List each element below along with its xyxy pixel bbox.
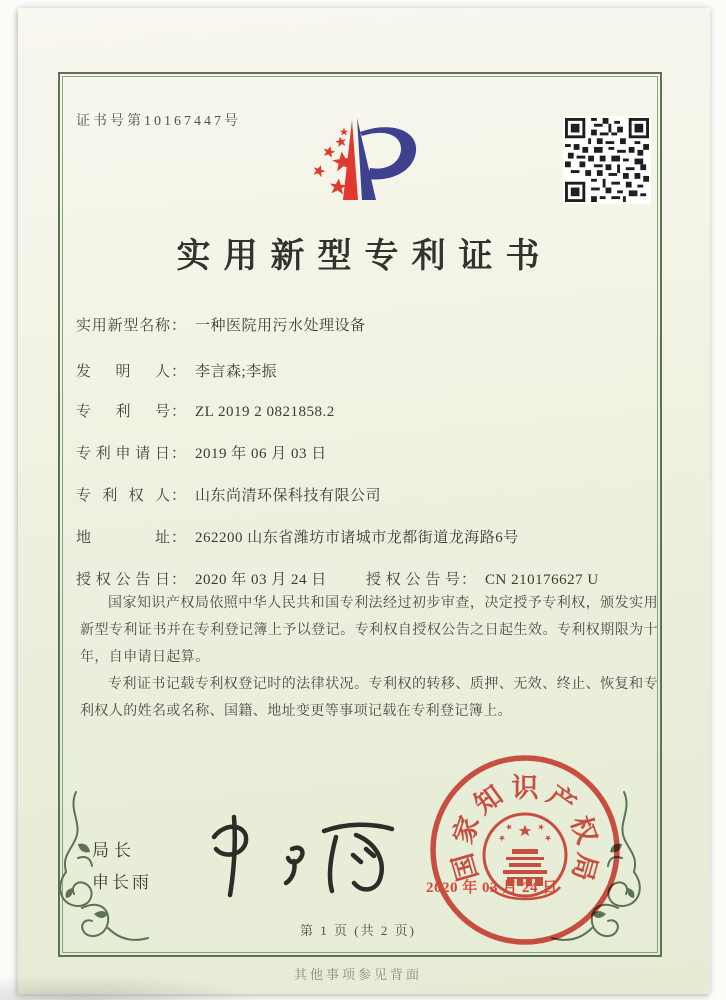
field-label: 专利权人	[76, 488, 170, 504]
field-colon: ：	[171, 318, 187, 334]
commissioner-title: 局长	[92, 841, 136, 860]
field-colon: ：	[171, 404, 187, 420]
certificate-paper	[18, 8, 710, 994]
legal-paragraph-1: 国家知识产权局依照中华人民共和国专利法经过初步审查，决定授予专利权，颁发实用新型专利证书并在专利登记簿上予以登记。专利权自授权公告之日起生效。专利权期限为十年，自申请日起算。	[80, 596, 658, 665]
legal-text	[80, 590, 658, 725]
scan-shadow	[0, 974, 260, 1000]
field-patent-name	[76, 314, 366, 335]
field-value: 一种医院用污水处理设备	[195, 318, 366, 334]
field-filing-date	[76, 442, 327, 463]
seal-date: 2020 年 03 月 24 日	[426, 880, 558, 896]
seal-char: 国	[447, 849, 484, 885]
qr-code	[563, 116, 651, 204]
field-value: 262200 山东省潍坊市诸城市龙都街道龙海路6号	[195, 530, 519, 546]
field-value: 山东尚清环保科技有限公司	[195, 488, 382, 504]
legal-paragraph-2: 专利证书记载专利权登记时的法律状况。专利权的转移、质押、无效、终止、恢复和专利权人的姓名或名称、国籍、地址变更等事项记载在专利登记簿上。	[80, 677, 658, 719]
commissioner-name: 申长雨	[92, 873, 152, 892]
field-value: CN 210176627 U	[485, 572, 599, 588]
field-value: 2020 年 03 月 24 日	[195, 572, 327, 588]
field-label: 授权公告号	[366, 572, 460, 588]
certificate-title: 实用新型专利证书	[176, 238, 553, 275]
field-colon: ：	[171, 530, 187, 546]
field-value: ZL 2019 2 0821858.2	[195, 404, 335, 420]
field-value: 2019 年 06 月 03 日	[195, 446, 327, 462]
seal-char: 局	[566, 849, 603, 885]
field-patent-number	[76, 400, 335, 421]
field-colon: ：	[171, 446, 187, 462]
field-inventor	[76, 360, 277, 381]
field-label: 授权公告日	[76, 572, 170, 588]
field-colon: ：	[171, 572, 187, 588]
seal-char: 知	[468, 779, 509, 820]
certificate-number: 证书号第10167447号	[76, 114, 241, 129]
field-label: 发明人	[76, 364, 170, 380]
field-grant-number	[366, 568, 599, 589]
field-colon: ：	[171, 488, 187, 504]
field-label: 专利申请日	[76, 446, 170, 462]
seal-char: 家	[447, 812, 485, 848]
page-number: 第 1 页 (共 2 页)	[300, 923, 416, 938]
seal-char: 识	[511, 773, 539, 803]
field-label: 专利号	[76, 404, 170, 420]
field-grant-date	[76, 568, 327, 589]
seal-char: 权	[565, 812, 603, 848]
cnipa-logo	[296, 98, 461, 216]
signature-handwriting	[196, 803, 406, 908]
seal-char: 产	[541, 779, 582, 820]
field-label: 实用新型名称	[76, 318, 170, 334]
field-label: 地址	[76, 530, 170, 546]
field-value: 李言森;李振	[195, 364, 278, 380]
field-patentee	[76, 484, 381, 505]
field-address	[76, 526, 519, 547]
footer-note: 其他事项参见背面	[293, 967, 422, 982]
field-colon: ：	[171, 364, 187, 380]
field-colon: ：	[461, 572, 477, 588]
